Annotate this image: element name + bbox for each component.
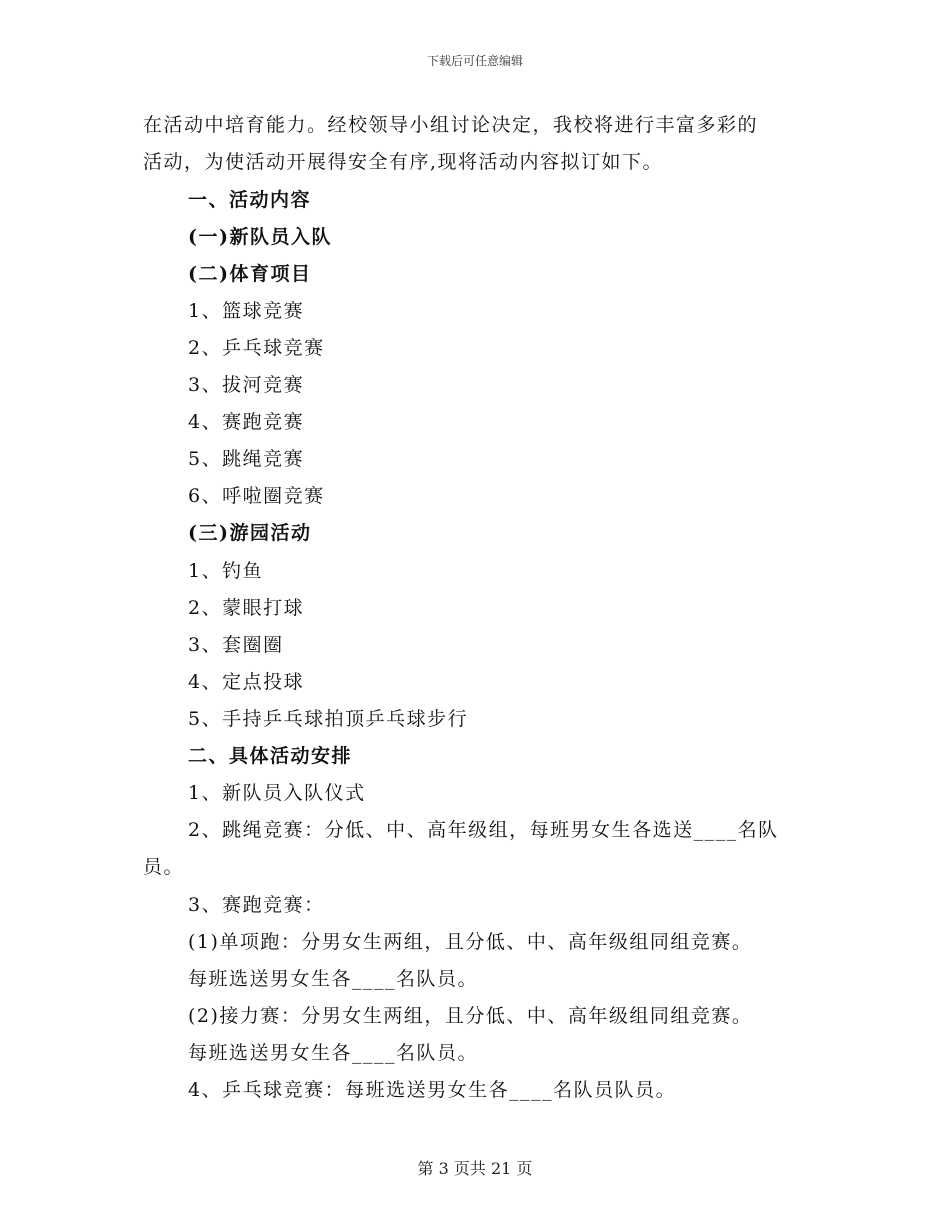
- list-item: 3、套圈圈: [188, 634, 284, 656]
- paragraph-line: 4、乒乓球竞赛：每班选送男女生各____名队员队员。: [188, 1079, 677, 1101]
- list-item: 5、手持乒乓球拍顶乒乓球步行: [188, 708, 469, 730]
- list-item: 3、拔河竞赛: [188, 374, 305, 396]
- page-footer: 第 3 页共 21 页: [417, 1159, 533, 1178]
- paragraph-line: 员。: [143, 856, 185, 878]
- paragraph-line: (2)接力赛：分男女生两组，且分低、中、高年级组同组竞赛。: [188, 1005, 753, 1027]
- list-item: 6、呼啦圈竞赛: [188, 485, 325, 507]
- subsection-heading: (一)新队员入队: [188, 226, 332, 248]
- section-heading: 一、活动内容: [188, 189, 312, 211]
- list-item: 4、定点投球: [188, 671, 305, 693]
- list-item: 1、篮球竞赛: [188, 300, 305, 322]
- list-item: 1、钓鱼: [188, 560, 264, 582]
- paragraph-line: 每班选送男女生各____名队员。: [188, 968, 479, 990]
- list-item: 3、赛跑竞赛：: [188, 894, 325, 916]
- paragraph-line: 活动，为使活动开展得安全有序,现将活动内容拟订如下。: [143, 151, 664, 173]
- subsection-heading: (二)体育项目: [188, 263, 312, 285]
- list-item: 4、赛跑竞赛: [188, 411, 305, 433]
- list-item: 2、乒乓球竞赛: [188, 337, 325, 359]
- paragraph-line: 在活动中培育能力。经校领导小组讨论决定，我校将进行丰富多彩的: [143, 114, 759, 136]
- paragraph-line: 每班选送男女生各____名队员。: [188, 1042, 479, 1064]
- paragraph-line: 2、跳绳竞赛：分低、中、高年级组，每班男女生各选送____名队: [188, 819, 779, 841]
- list-item: 2、蒙眼打球: [188, 597, 305, 619]
- paragraph-line: (1)单项跑：分男女生两组，且分低、中、高年级组同组竞赛。: [188, 931, 753, 953]
- list-item: 1、新队员入队仪式: [188, 782, 366, 804]
- subsection-heading: (三)游园活动: [188, 522, 312, 544]
- list-item: 5、跳绳竞赛: [188, 448, 305, 470]
- page-header: 下载后可任意编辑: [426, 54, 523, 68]
- section-heading: 二、具体活动安排: [188, 745, 353, 767]
